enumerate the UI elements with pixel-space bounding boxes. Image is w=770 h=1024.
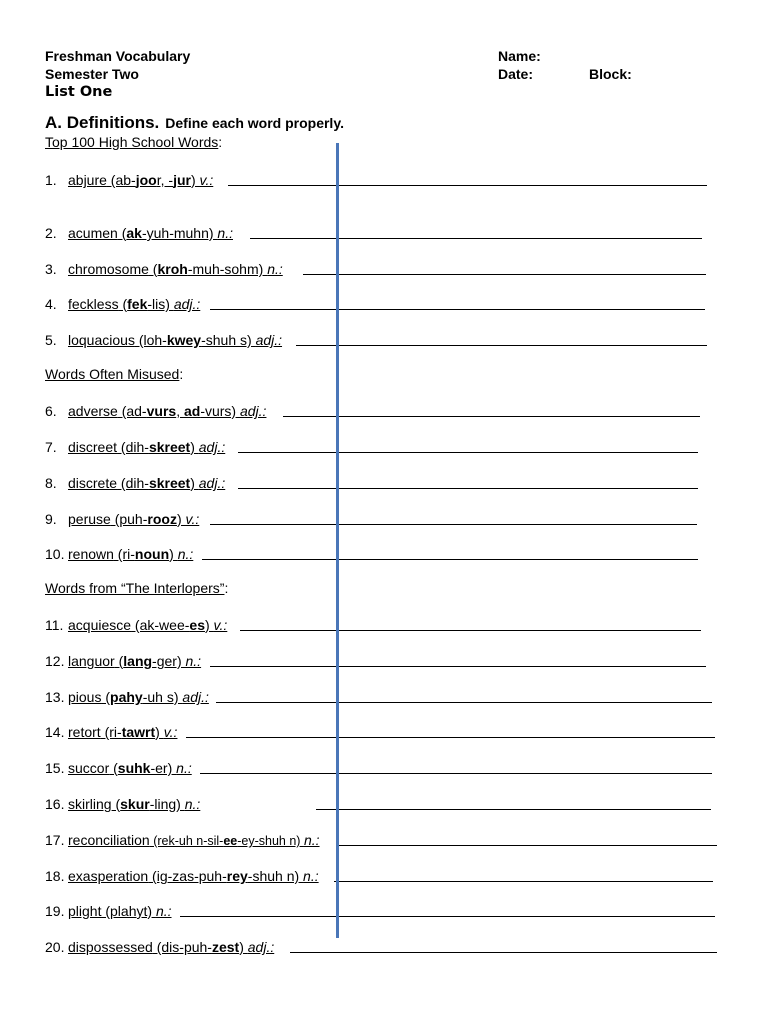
answer-blank[interactable] [202,559,698,560]
answer-blank[interactable] [200,773,712,774]
stressed-syllable: skur [120,796,150,812]
item-number: 6. [45,403,57,419]
answer-blank[interactable] [296,345,707,346]
vocab-entry [68,260,283,278]
answer-blank[interactable] [180,916,715,917]
vocab-entry [68,474,225,492]
stressed-syllable: suhk [117,760,151,776]
answer-blank[interactable] [210,309,705,310]
item-number: 17. [45,832,65,848]
pronunciation: ( [101,689,111,705]
item-number: 15. [45,760,65,776]
vocab-word: pious [68,689,102,705]
pronunciation: -er) [150,760,177,776]
item-number: 5. [45,332,57,348]
vocab-word: loquacious [68,332,135,348]
pronunciation: ) [169,546,178,562]
part-of-speech: adj.: [182,689,209,705]
vocab-entry [68,723,177,741]
vocab-word: plight [68,903,102,919]
item-number: 4. [45,296,57,312]
answer-blank[interactable] [210,524,697,525]
pronunciation: (ri- [113,546,135,562]
group-suffix: : [179,366,184,382]
stressed-syllable: jur [173,172,191,188]
pronunciation: -ling) [149,796,185,812]
vocab-entry [68,331,282,349]
vocab-entry [68,867,319,885]
pronunciation: (ab- [106,172,136,188]
vocab-word: feckless [68,296,119,312]
list-item [45,171,745,191]
vocab-word: acquiesce [68,617,132,633]
stressed-syllable: ee [223,834,238,848]
vocab-entry [68,652,201,670]
pronunciation: (ad- [117,403,147,419]
item-number: 19. [45,903,65,919]
list-item [45,759,745,779]
answer-blank[interactable] [186,737,715,738]
pronunciation: -ger) [152,653,186,669]
part-of-speech: v.: [163,724,178,740]
pronunciation: , [176,403,184,419]
stressed-syllable: vurs [146,403,177,419]
pronunciation: -ey-shuh n) [237,834,304,848]
vocab-entry [68,938,274,956]
item-number: 10. [45,546,65,562]
pronunciation: ( [109,760,118,776]
part-of-speech: n.: [155,903,172,919]
answer-blank[interactable] [240,630,701,631]
stressed-syllable: rooz [147,511,177,527]
vocab-entry [68,510,199,528]
pronunciation: (ri- [100,724,122,740]
stressed-syllable: rey [226,868,248,884]
pronunciation: (plahyt) [101,903,156,919]
list-item [45,688,745,708]
vocab-entry [68,795,200,813]
stressed-syllable: tawrt [121,724,156,740]
list-item [45,831,745,851]
part-of-speech: n.: [217,225,233,241]
course-title: Freshman Vocabulary [45,48,191,64]
item-number: 12. [45,653,65,669]
vocab-word: peruse [68,511,111,527]
vocab-entry [68,438,225,456]
pronunciation: -muh-sohm) [187,261,268,277]
vocab-entry [68,295,200,313]
vocab-entry [68,688,209,706]
answer-blank[interactable] [238,488,698,489]
part-of-speech: n.: [303,832,320,848]
vocab-entry [68,831,320,850]
part-of-speech: v.: [213,617,228,633]
part-of-speech: n.: [184,796,201,812]
group-heading [45,580,228,596]
item-number: 7. [45,439,57,455]
part-of-speech: adj.: [239,403,267,419]
group-label: Words from “The Interlopers” [45,580,225,596]
pronunciation: r, - [156,172,174,188]
stressed-syllable: ad [183,403,201,419]
block-label: Block: [589,66,632,82]
stressed-syllable: joo [135,172,157,188]
vocab-word: acumen [68,225,118,241]
stressed-syllable: lang [123,653,153,669]
item-number: 18. [45,868,65,884]
list-item [45,224,745,244]
part-of-speech: v.: [185,511,200,527]
item-number: 13. [45,689,65,705]
answer-blank[interactable] [228,185,707,186]
group-heading [45,366,183,382]
vocab-entry [68,616,227,634]
vocab-word: adverse [68,403,118,419]
vocab-word: reconciliation [68,832,150,848]
part-of-speech: adj.: [247,939,275,955]
vocab-entry [68,171,213,189]
answer-blank[interactable] [303,274,706,275]
part-of-speech: n.: [303,868,319,884]
stressed-syllable: noun [134,546,170,562]
section-title: A. Definitions. [45,113,160,132]
part-of-speech: n.: [185,653,202,669]
list-item [45,795,745,815]
stressed-syllable: skreet [148,475,191,491]
pronunciation: ) [239,939,248,955]
pronunciation: ( [148,261,158,277]
vocab-word: discreet [68,439,118,455]
vocab-entry [68,902,172,920]
date-label: Date: [498,66,534,82]
part-of-speech: v.: [199,172,214,188]
part-of-speech: adj.: [198,439,226,455]
list-item [45,938,745,958]
pronunciation: -lis) [147,296,174,312]
vocab-word: chromosome [68,261,149,277]
stressed-syllable: skreet [148,439,191,455]
item-number: 3. [45,261,57,277]
section-heading [45,113,344,133]
pronunciation: (loh- [134,332,167,348]
item-number: 2. [45,225,57,241]
answer-blank[interactable] [283,416,700,417]
answer-blank[interactable] [216,702,712,703]
item-number: 1. [45,172,57,188]
answer-blank[interactable] [334,881,713,882]
pronunciation: -yuh-muhn) [141,225,218,241]
stressed-syllable: es [189,617,205,633]
list-label: List One [45,84,113,100]
part-of-speech: n.: [176,760,192,776]
list-item [45,616,745,636]
list-item [45,867,745,887]
pronunciation: ) [204,617,214,633]
list-item [45,510,745,530]
list-item [45,260,745,280]
answer-blank[interactable] [290,952,717,953]
item-number: 11. [45,617,64,633]
pronunciation: (dih- [117,439,149,455]
vocab-word: languor [68,653,115,669]
list-item [45,902,745,922]
section-instruction: Define each word properly. [165,115,344,131]
stressed-syllable: ak [126,225,142,241]
pronunciation: ) [190,475,199,491]
list-item [45,652,745,672]
part-of-speech: n.: [177,546,194,562]
semester-label: Semester Two [45,66,139,82]
pronunciation: ) [190,439,199,455]
item-number: 8. [45,475,57,491]
pronunciation: ) [190,172,200,188]
list-item [45,331,745,351]
group-suffix: : [224,580,229,596]
pronunciation: (puh- [110,511,148,527]
stressed-syllable: pahy [110,689,143,705]
list-item [45,723,745,743]
answer-blank[interactable] [238,452,698,453]
pronunciation: ( [111,796,121,812]
answer-blank[interactable] [210,666,706,667]
group-label: Words Often Misused [45,366,180,382]
pronunciation: ( [114,653,124,669]
pronunciation: -vurs) [200,403,240,419]
stressed-syllable: zest [211,939,240,955]
item-number: 9. [45,511,57,527]
vocab-word: succor [68,760,110,776]
stressed-syllable: kwey [166,332,202,348]
group-heading [45,134,222,150]
item-number: 20. [45,939,65,955]
group-label: Top 100 High School Words [45,134,219,150]
pronunciation: ) [176,511,186,527]
part-of-speech: n.: [267,261,283,277]
group-suffix: : [218,134,223,150]
answer-blank[interactable] [250,238,702,239]
vocab-word: retort [68,724,101,740]
pronunciation: -shuh n) [247,868,304,884]
pronunciation: (ak-wee- [131,617,190,633]
pronunciation: (dih- [117,475,149,491]
stressed-syllable: kroh [157,261,188,277]
vocab-word: dispossessed [68,939,153,955]
vocab-entry [68,759,192,777]
vocab-word: renown [68,546,114,562]
answer-blank[interactable] [338,845,717,846]
pronunciation: (rek-uh n-sil- [149,834,224,848]
vocab-word: skirling [68,796,112,812]
pronunciation: (ig-zas-puh- [148,868,227,884]
vocab-entry [68,402,266,420]
vocab-word: exasperation [68,868,149,884]
list-item [45,438,745,458]
pronunciation: ( [118,296,128,312]
vocab-entry [68,545,193,563]
answer-blank[interactable] [316,809,711,810]
pronunciation: -uh s) [142,689,183,705]
pronunciation: (dis-puh- [152,939,212,955]
name-label: Name: [498,48,541,64]
list-item [45,402,745,422]
margin-rule [336,143,339,938]
item-number: 14. [45,724,65,740]
vocab-word: discrete [68,475,118,491]
part-of-speech: adj.: [255,332,283,348]
pronunciation: -shuh s) [201,332,256,348]
vocab-word: abjure [68,172,107,188]
vocab-entry [68,224,233,242]
part-of-speech: adj.: [198,475,226,491]
list-item [45,295,745,315]
part-of-speech: adj.: [173,296,201,312]
list-item [45,545,745,565]
pronunciation: ( [117,225,127,241]
item-number: 16. [45,796,65,812]
pronunciation: ) [155,724,164,740]
stressed-syllable: fek [127,296,148,312]
list-item [45,474,745,494]
